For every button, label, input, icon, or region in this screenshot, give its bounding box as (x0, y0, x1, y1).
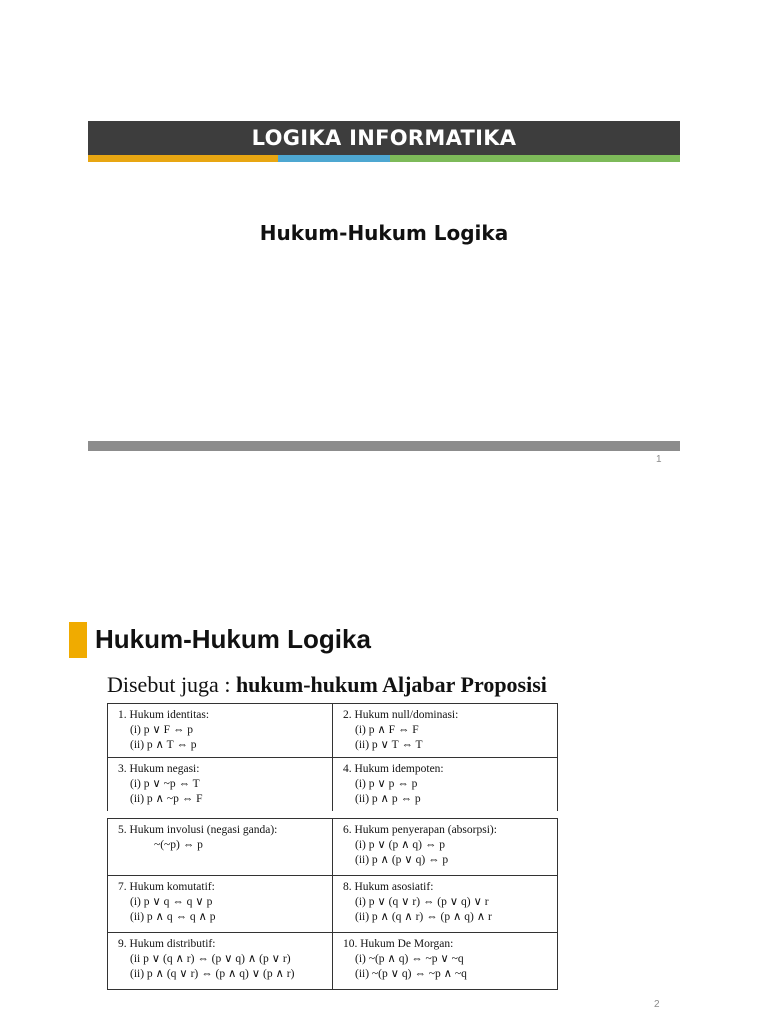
law-line: (ii) ~(p ∨ q) ⇔ ~p ∧ ~q (355, 968, 467, 980)
law-cell-3 (108, 758, 333, 812)
laws-table-bottom (107, 818, 558, 990)
law-cell-6 (333, 819, 558, 876)
law-line: (i) p ∨ (p ∧ q) ⇔ p (355, 839, 445, 851)
law-heading: 6. Hukum penyerapan (absorpsi): (343, 824, 497, 836)
slide2-subtitle (107, 672, 547, 698)
slide1-header-title: LOGIKA INFORMATIKA (251, 126, 517, 150)
stripe-yellow (88, 155, 278, 162)
slide1-subtitle: Hukum-Hukum Logika (259, 221, 509, 245)
slide2-title-accent (69, 622, 87, 658)
law-line: (i) p ∨ p ⇔ p (355, 778, 418, 790)
law-line: (ii) p ∧ ~p ⇔ F (130, 793, 203, 805)
law-line: (i) ~(p ∧ q) ⇔ ~p ∨ ~q (355, 953, 464, 965)
law-cell-10 (333, 933, 558, 990)
law-heading: 7. Hukum komutatif: (118, 881, 215, 893)
law-line: (ii) p ∧ (p ∨ q) ⇔ p (355, 854, 449, 866)
slide2-page-number: 2 (654, 999, 660, 1010)
law-line: (ii) p ∧ q ⇔ q ∧ p (130, 911, 216, 923)
subtitle-prefix: Disebut juga : (107, 672, 236, 697)
law-heading: 10. Hukum De Morgan: (343, 938, 454, 950)
law-cell-2 (333, 704, 558, 758)
law-line: (ii) p ∨ T ⇔ T (355, 739, 423, 751)
law-cell-9 (108, 933, 333, 990)
law-line: (i) p ∨ F ⇔ p (130, 724, 194, 736)
subtitle-bold: hukum-hukum Aljabar Proposisi (235, 672, 547, 697)
law-heading: 3. Hukum negasi: (118, 763, 200, 775)
law-line: (i) p ∨ q ⇔ q ∨ p (130, 896, 213, 908)
law-line: (ii) p ∧ T ⇔ p (130, 739, 197, 751)
law-heading: 1. Hukum identitas: (118, 709, 210, 721)
slide1-header (88, 121, 680, 155)
law-cell-5 (108, 819, 333, 876)
law-line: (i) p ∧ F ⇔ F (355, 724, 419, 736)
law-line: (ii) p ∧ (q ∨ r) ⇔ (p ∧ q) ∨ (p ∧ r) (130, 968, 295, 980)
law-heading: 8. Hukum asosiatif: (343, 881, 434, 893)
slide1-color-stripes (88, 155, 680, 162)
law-cell-1 (108, 704, 333, 758)
law-line: (ii p ∨ (q ∧ r) ⇔ (p ∨ q) ∧ (p ∨ r) (130, 953, 291, 965)
slide1-page-number: 1 (656, 454, 662, 465)
law-heading: 4. Hukum idempoten: (343, 763, 444, 775)
stripe-blue (278, 155, 390, 162)
law-cell-7 (108, 876, 333, 933)
law-heading: 2. Hukum null/dominasi: (343, 709, 459, 721)
law-line: (i) p ∨ (q ∨ r) ⇔ (p ∨ q) ∨ r (355, 896, 489, 908)
slide2-title: Hukum-Hukum Logika (95, 624, 371, 654)
laws-table-top (107, 703, 558, 811)
law-line: (i) p ∨ ~p ⇔ T (130, 778, 200, 790)
law-line: ~(~p) ⇔ p (154, 839, 203, 851)
law-heading: 9. Hukum distributif: (118, 938, 216, 950)
law-heading: 5. Hukum involusi (negasi ganda): (118, 824, 278, 836)
slide1-footer-bar (88, 441, 680, 451)
law-cell-4 (333, 758, 558, 812)
law-cell-8 (333, 876, 558, 933)
stripe-green (390, 155, 680, 162)
law-line: (ii) p ∧ p ⇔ p (355, 793, 421, 805)
law-line: (ii) p ∧ (q ∧ r) ⇔ (p ∧ q) ∧ r (355, 911, 492, 923)
